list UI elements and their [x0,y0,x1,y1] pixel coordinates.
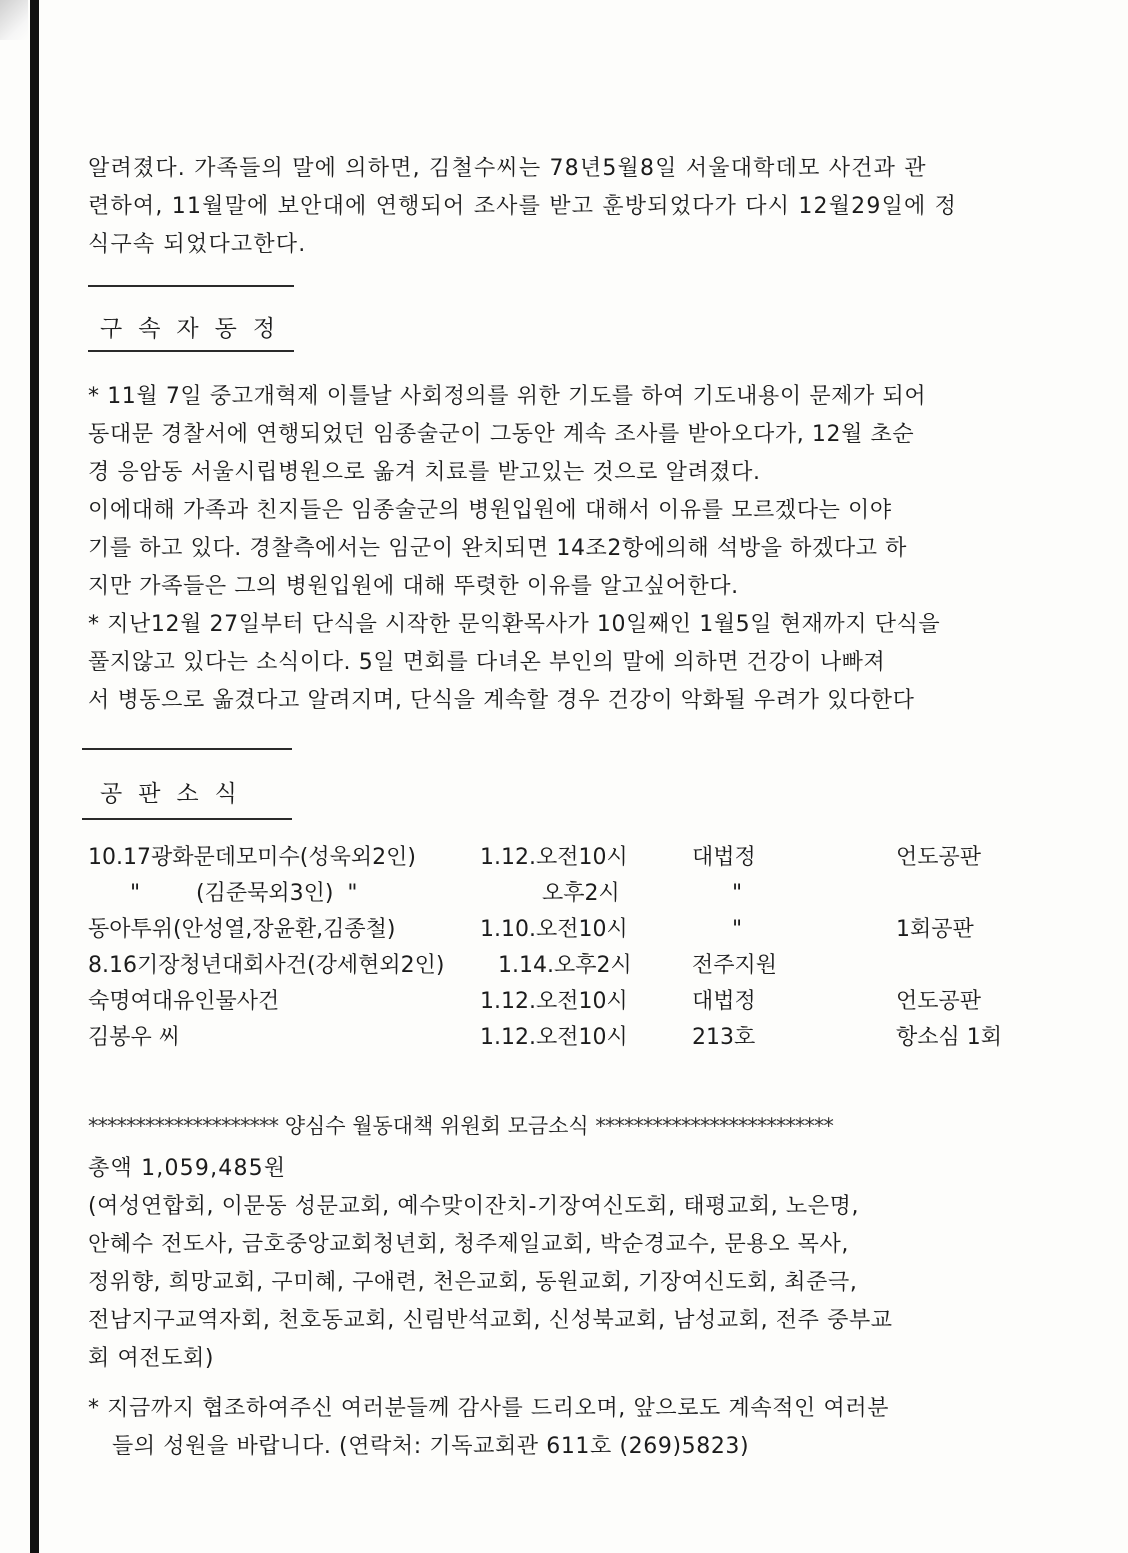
detainees-line: 기를 하고 있다. 경찰측에서는 임군이 완치되면 14조2항에의해 석방을 하겠다고 하 [88,536,907,561]
detainees-line: 풀지않고 있다는 소식이다. 5일 면회를 다녀온 부인의 말에 의하면 건강이 나빠져 [88,650,886,675]
trial-case: 숙명여대유인물사건 [88,989,280,1014]
scan-corner-shadow [0,0,28,40]
intro-line: 식구속 되었다고한다. [88,232,307,257]
trial-row [88,840,1088,876]
trial-place: 전주지원 [692,953,778,978]
trial-date: 1.12.오전10시 [480,845,628,870]
trial-date: 오후2시 [528,881,620,906]
detainees-line: 서 병동으로 옮겼다고 알려지며, 단식을 계속할 경우 건강이 악화될 우려가 있다한다 [88,688,915,713]
trial-row [88,948,1088,984]
trial-date: 1.12.오전10시 [480,1025,628,1050]
detainees-line: 동대문 경찰서에 연행되었던 임종술군이 그동안 계속 조사를 받아오다가, 12월 초순 [88,422,915,447]
trial-row [88,984,1088,1020]
trial-row [88,912,1088,948]
detainees-line: 경 응암동 서울시립병원으로 옮겨 치료를 받고있는 것으로 알려졌다. [88,460,761,485]
trial-type: 항소심 1회 [896,1025,1002,1050]
stars-left: ******************** [88,1114,278,1138]
trial-case: 김봉우 씨 [88,1025,181,1050]
trial-place: 213호 [692,1025,756,1050]
detainees-body [88,378,1088,720]
trial-row [88,876,1088,912]
trial-date: 1.14.오후2시 [498,953,632,978]
trial-row [88,1020,1088,1056]
trial-case: " (김준묵외3인) " [88,881,358,906]
fund-title: 양심수 월동대책 위원회 모금소식 [284,1114,589,1138]
detainees-line: * 11월 7일 중고개혁제 이틀날 사회정의를 위한 기도를 하여 기도내용이 문제가 되어 [88,384,927,409]
thanks-line: 들의 성원을 바랍니다. (연락처: 기독교회관 611호 (269)5823) [112,1434,750,1459]
trial-type: 언도공판 [896,845,982,870]
donor-line: 안혜수 전도사, 금호중앙교회청년회, 청주제일교회, 박순경교수, 문용오 목사, [88,1232,849,1257]
donor-line: (여성연합회, 이문동 성문교회, 예수맞이잔치-기장여신도회, 태평교회, 노은명, [88,1194,860,1219]
trial-place: 대법정 [692,845,756,870]
donor-line: 회 여전도회) [88,1346,215,1371]
intro-line: 련하여, 11월말에 보안대에 연행되어 조사를 받고 훈방되었다가 다시 12월29일에 정 [88,194,958,219]
thanks-note [88,1390,1088,1466]
trial-case: 8.16기장청년대회사건(강세현외2인) [88,953,445,978]
fund-title-line [88,1110,1088,1140]
section-divider [82,748,292,750]
detainees-line: 이에대해 가족과 친지들은 임종술군의 병원입원에 대해서 이유를 모르겠다는 이야 [88,498,892,523]
donor-line: 전남지구교역자회, 천호동교회, 신림반석교회, 신성북교회, 남성교회, 전주 중부교 [88,1308,893,1333]
heading-underline [82,818,292,820]
section-heading-detainees: 구속자동정 [100,316,292,342]
detainees-line: 지만 가족들은 그의 병원입원에 대해 뚜렷한 이유를 알고싶어한다. [88,574,739,599]
trial-type: 1회공판 [896,917,974,942]
trial-case: 10.17광화문데모미수(성욱외2인) [88,845,416,870]
intro-line: 알려졌다. 가족들의 말에 의하면, 김철수씨는 78년5월8일 서울대학데모 사건과 관 [88,156,927,181]
intro-paragraph [88,150,1088,264]
trial-place: 대법정 [692,989,756,1014]
detainees-line: * 지난12월 27일부터 단식을 시작한 문익환목사가 10일째인 1월5일 현재까지 단식을 [88,612,941,637]
binding-edge [30,0,39,1553]
heading-underline [88,350,294,352]
trial-case: 동아투위(안성열,장윤환,김종철) [88,917,396,942]
fund-body [88,1150,1088,1378]
trial-place: " [718,917,743,942]
donor-line: 정위향, 희망교회, 구미혜, 구애련, 천은교회, 동원교회, 기장여신도회, 최준극, [88,1270,858,1295]
thanks-line: * 지금까지 협조하여주신 여러분들께 감사를 드리오며, 앞으로도 계속적인 여러분 [88,1396,890,1421]
stars-right: ************************* [595,1114,833,1138]
trial-schedule [88,840,1088,1056]
section-heading-trials: 공판소식 [100,781,253,807]
fund-total: 총액 1,059,485원 [88,1156,287,1181]
trial-date: 1.12.오전10시 [480,989,628,1014]
trial-type: 언도공판 [896,989,982,1014]
section-divider [88,285,294,287]
trial-place: " [718,881,743,906]
trial-date: 1.10.오전10시 [480,917,628,942]
